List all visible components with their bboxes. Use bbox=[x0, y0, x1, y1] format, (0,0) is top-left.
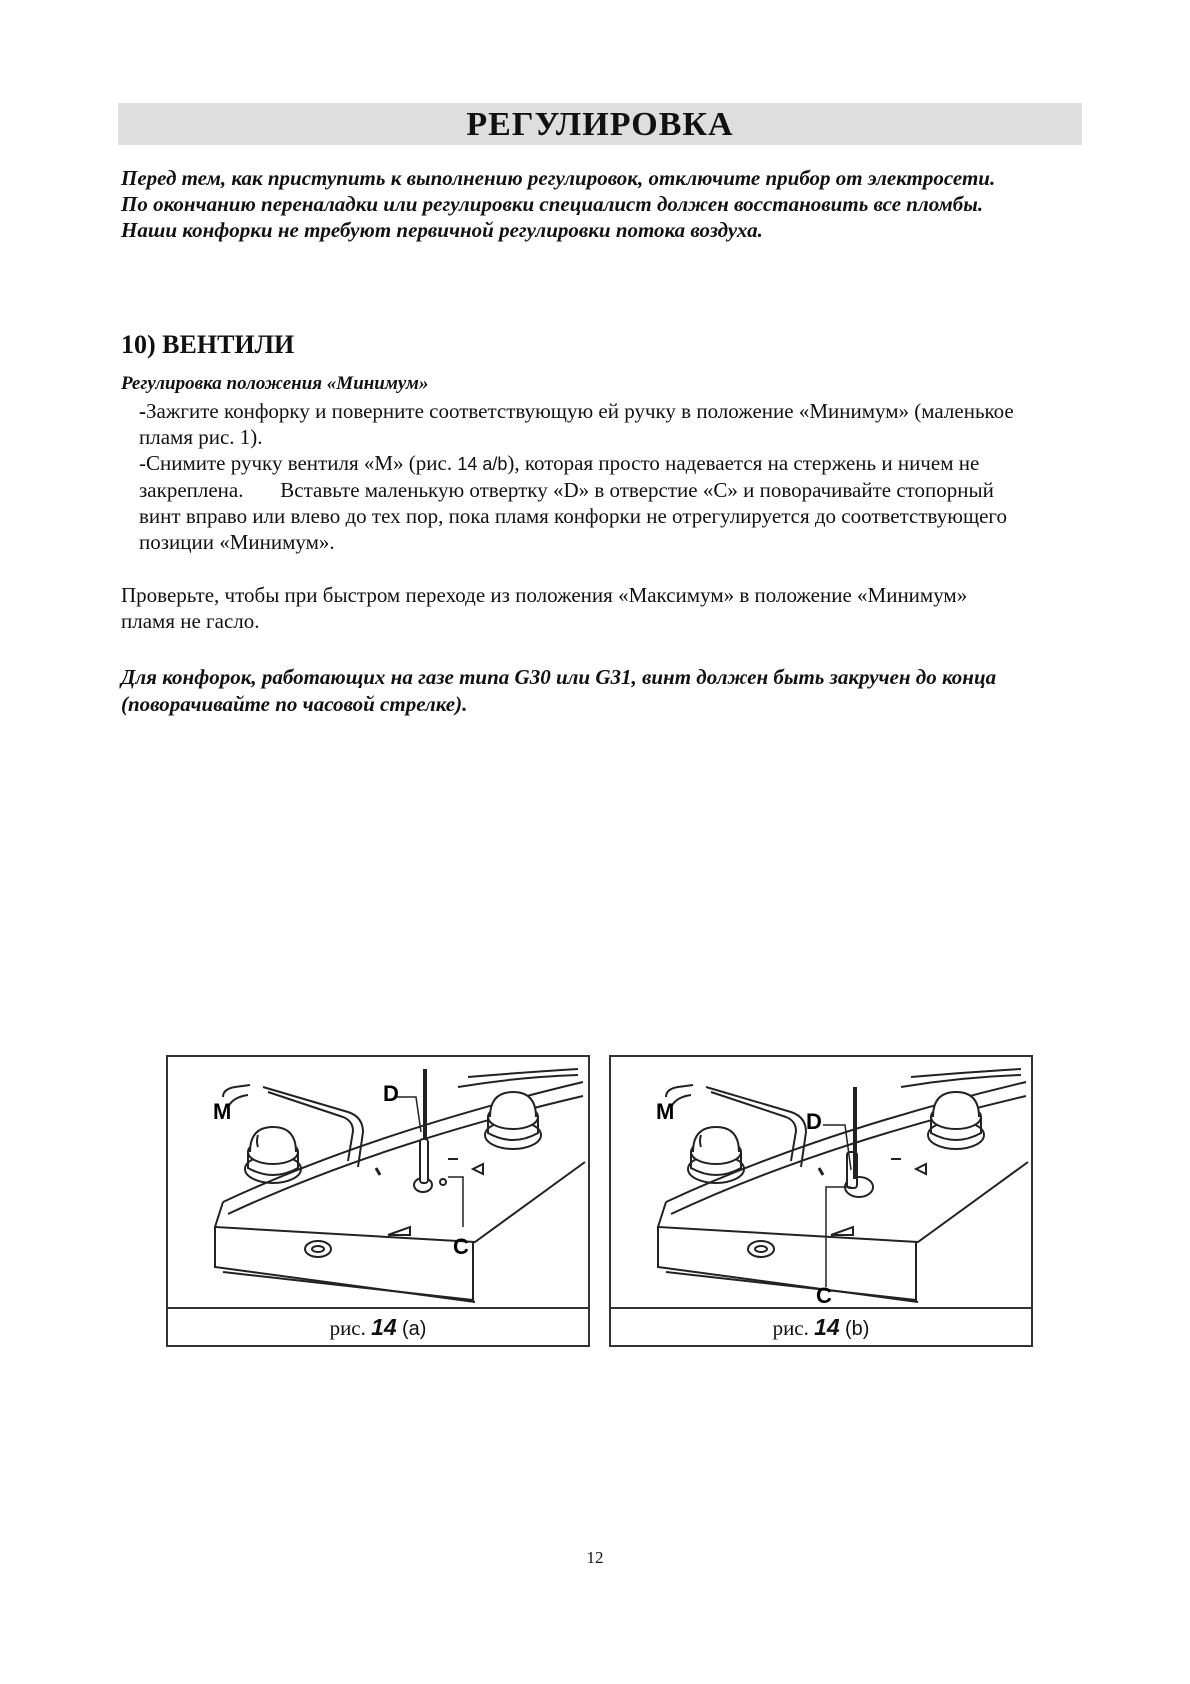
check-paragraph: Проверьте, чтобы при быстром переходе из положения «Максимум» в положение «Минимум» пламя не гасло. bbox=[121, 583, 968, 633]
step-2 bbox=[121, 450, 1021, 555]
hob-illustration-a bbox=[168, 1057, 588, 1309]
page-number: 12 bbox=[586, 1548, 604, 1567]
figure-caption-b bbox=[611, 1307, 1031, 1345]
figure-14a bbox=[166, 1055, 590, 1347]
label-c: C bbox=[453, 1234, 469, 1259]
step-1-text: Зажгите конфорку и поверните соответствующую ей ручку в положение «Минимум» (маленькое пламя рис. 1). bbox=[139, 399, 1014, 449]
label-d: D bbox=[383, 1081, 399, 1106]
step-2-rest: ), которая просто надевается на стержень и ничем не закреплена. bbox=[139, 451, 980, 502]
title-bar bbox=[118, 103, 1082, 145]
warning-block bbox=[121, 165, 1021, 243]
figure-caption-a bbox=[168, 1307, 588, 1345]
page-title: РЕГУЛИРОВКА bbox=[466, 106, 734, 143]
warning-2: По окончанию переналадки или регулировки специалист должен восстановить все пломбы. bbox=[121, 192, 984, 216]
step-2-start: -Снимите ручку вентиля «М» (рис. bbox=[139, 451, 453, 475]
caption-letter: (b) bbox=[844, 1318, 870, 1340]
hob-illustration-b bbox=[611, 1057, 1031, 1309]
gas-note: Для конфорок, работающих на газе типа G30 или G31, винт должен быть закручен до конца (поворачивайте по часовой стрелке). bbox=[121, 665, 997, 716]
caption-prefix: рис. bbox=[329, 1316, 366, 1340]
caption-prefix: рис. bbox=[772, 1316, 809, 1340]
section-subtitle: Регулировка положения «Минимум» bbox=[121, 373, 429, 394]
label-d: D bbox=[806, 1109, 822, 1134]
step-1-dash: - bbox=[139, 399, 146, 423]
caption-letter: (a) bbox=[401, 1318, 427, 1340]
step-1 bbox=[121, 398, 1021, 450]
step-2-cont: Вставьте маленькую отвертку «D» в отверстие «С» и поворачивайте стопорный винт вправо или влево до тех пор, пока пламя конфорки не отрегулируется до соответствующего позиции «Минимум». bbox=[139, 478, 1008, 554]
warning-3: Наши конфорки не требуют первичной регулировки потока воздуха. bbox=[121, 218, 763, 242]
label-m: M bbox=[213, 1099, 232, 1124]
caption-number: 14 bbox=[371, 1314, 397, 1340]
caption-number: 14 bbox=[814, 1314, 840, 1340]
label-c: C bbox=[816, 1283, 832, 1308]
instructions bbox=[121, 398, 1021, 555]
section-title: 10) ВЕНТИЛИ bbox=[121, 330, 295, 359]
label-m: M bbox=[656, 1099, 675, 1124]
warning-1: Перед тем, как приступить к выполнению регулировок, отключите прибор от электросети. bbox=[121, 166, 996, 190]
step-2-fig-ref: 14 a/b bbox=[457, 454, 508, 474]
figure-14b bbox=[609, 1055, 1033, 1347]
